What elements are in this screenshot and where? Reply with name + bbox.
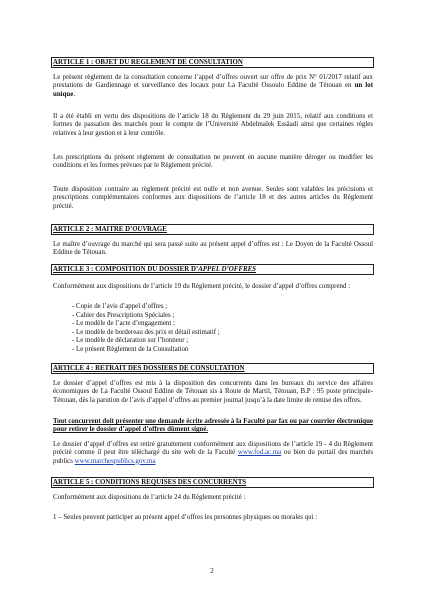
public-procurement-portal-link[interactable]: www.marchespublics.gov.ma (74, 457, 156, 465)
article-1-paragraph-2: Il a été établi en vertu des dispositions de l’article 18 du Règlement du 29 juin 2015, relatif aux conditions et formes de passation des marchés pour le compte de l’Université Abdelmalek Essâadi ainsi que certaines règles relatives à leur gestion et à leur contrôle. (53, 113, 373, 137)
list-item: - Le modèle de bordereau des prix et détail estimatif ; (72, 328, 220, 336)
list-item: - Le modèle de l’acte d’engagement ; (72, 320, 175, 327)
article-4-paragraph-2: Tout concurrent doit présenter une demande écrite adressée à la Faculté par fax ou par courrier électronique pour retirer le dossier d’appel d’offres dûment signé. (53, 418, 373, 434)
page-number: 2 (210, 567, 214, 575)
article-1-paragraph-1: Le présent règlement de la consultation concerne l’appel d’offres ouvert sur offre de prix N° 01/2017 relatif aux prestations de Gardiennage et surveillance des locaux pour La Faculté Ossoulo Eddine de Tétouan en un lot unique. (53, 74, 373, 98)
faculty-website-link[interactable]: www.fod.ac.ma (237, 449, 282, 457)
article-2-paragraph-1: Le maître d’ouvrage du marché qui sera passé suite au présent appel d’offres est : Le Doyen de la Faculté Ossoul Eddine de Tétouan. (53, 241, 373, 257)
article-5-paragraph-1: Conformément aux dispositions de l’article 24 du Règlement précité : (53, 494, 246, 501)
list-item: - Cahier des Prescriptions Spéciales ; (72, 311, 175, 319)
article-1-paragraph-3: Les prescriptions du présent règlement de consultation ne peuvent en aucune manière déroger ou modifier les conditions et les formes prévues par le Règlement précité. (53, 154, 373, 170)
list-item: - Copie de l’avis d’appel d’offres ; (72, 303, 168, 310)
article-3-paragraph-1: Conformément aux dispositions de l’article 19 du Règlement précité, le dossier d’appel d’offres comprend : (53, 283, 351, 290)
article-5-paragraph-2: 1 – Seules peuvent participer au présent appel d’offres les personnes physiques ou morales qui : (53, 514, 318, 521)
article-3-document-list (72, 303, 352, 354)
article-1-heading: ARTICLE 1 : OBJET DU REGLEMENT DE CONSULTATION (51, 57, 374, 68)
article-1-paragraph-4: Toute disposition contraire au règlement précité est nulle et non avenue. Seules sont valables les précisions et prescriptions complémentaires conformes aux dispositions de l’article 18 et des autres articles du Règlement précité. (53, 186, 373, 210)
list-item: - Le présent Règlement de la Consultation (72, 345, 189, 353)
article-4-paragraph-1: Le dossier d’appel d’offres est mis à la disposition des concurrents dans les bureaux du service des affaires économiques de La Faculté Ossoul Eddine de Tétouan sis à Route de Martil, Tétouan, B.P : 95 poste principale- Tétouan, dès la parution de l’avis d’appel d’offres au premier journal jusqu’à la date limite de remise des offres. (53, 380, 373, 404)
article-4-heading: ARTICLE 4 : RETRAIT DES DOSSIERS DE CONSULTATION (51, 363, 374, 374)
list-item: - Le modèle de déclaration sur l’honneur ; (72, 337, 189, 344)
article-4-paragraph-3: Le dossier d’appel d’offres est retiré gratuitement conformément aux dispositions de l’article 19 - 4 du Règlement précité comme il peut être téléchargé du site web de la Faculté www.fod.ac.ma ou bien du portail des marchés publics www.marchespublics.gov.ma (53, 441, 373, 465)
article-2-heading: ARTICLE 2 : MAITRE D’OUVRAGE (51, 224, 374, 235)
article-3-heading: ARTICLE 3 : COMPOSITION DU DOSSIER D’APPEL D’OFFRES (51, 264, 374, 275)
article-5-heading: ARTICLE 5 : CONDITIONS REQUISES DES CONCURRENTS (51, 477, 374, 488)
